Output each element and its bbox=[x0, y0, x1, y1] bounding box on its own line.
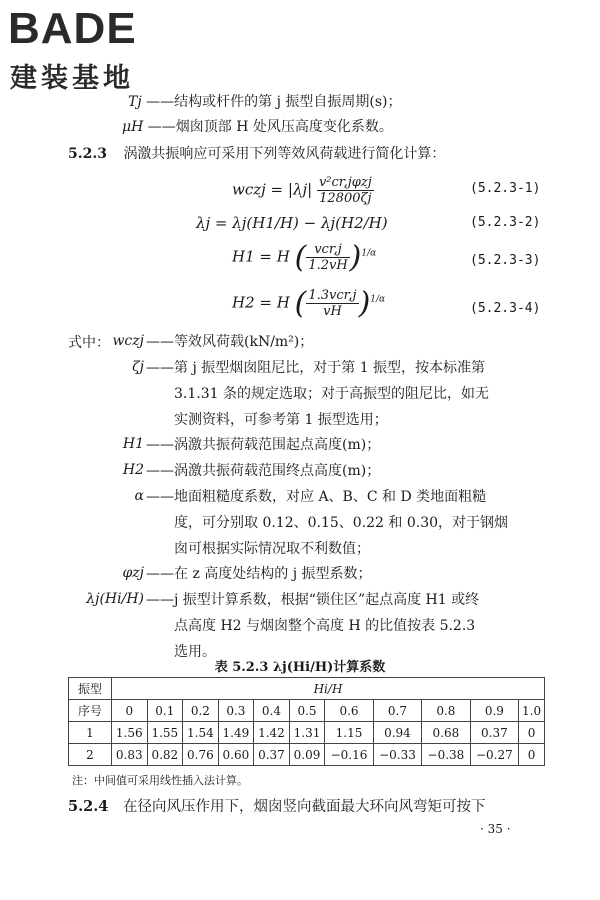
table-row bbox=[69, 722, 545, 744]
row-mode: 2 bbox=[69, 744, 112, 766]
def-line: ——涡激共振荷载范围起点高度(m)； bbox=[146, 437, 381, 453]
col-header: 0.2 bbox=[183, 700, 219, 722]
def-line: ——涡激共振荷载范围终点高度(m)； bbox=[146, 463, 381, 479]
table-row bbox=[69, 744, 545, 766]
table-cell: 0.60 bbox=[218, 744, 254, 766]
table-cell: 1.15 bbox=[325, 722, 373, 744]
def-lambda-symbol: λj(Hi/H) bbox=[86, 591, 144, 607]
def-line: ——j 振型计算系数，根据“锁住区”起点高度 H1 或终 bbox=[146, 592, 480, 608]
coefficient-table bbox=[68, 677, 545, 766]
table-cell: 0.68 bbox=[422, 722, 470, 744]
section-5-2-3 bbox=[68, 144, 445, 164]
equation-3-fraction bbox=[306, 242, 349, 273]
col-header: 0.4 bbox=[254, 700, 290, 722]
logo bbox=[6, 4, 186, 94]
table-cell: −0.27 bbox=[470, 744, 518, 766]
header-hi-h: Hi/H bbox=[112, 678, 545, 700]
def-h2-text bbox=[146, 458, 380, 484]
table-subheader-row bbox=[69, 700, 545, 722]
def-line: ——等效风荷载(kN/m²)； bbox=[146, 334, 314, 350]
section-number: 5.2.4 bbox=[68, 798, 109, 815]
equation-1-numerator: v²cr,jφzj bbox=[318, 175, 372, 190]
equation-3: H1 = H ( $\frac{\text{vcr,j}}{1.2vH}$ )$^{1/\alpha}$ bbox=[232, 240, 377, 275]
table-cell: 1.42 bbox=[254, 722, 290, 744]
equation-1-lhs: wczj = |λj| bbox=[232, 180, 313, 199]
def-line: ——第 j 振型烟囱阻尼比，对于第 1 振型，按本标准第 bbox=[146, 360, 486, 376]
equation-3-lhs: H1 = H bbox=[232, 247, 290, 266]
def-muh-text: ——烟囱顶部 H 处风压高度变化系数。 bbox=[147, 119, 393, 135]
table-cell: 1.56 bbox=[112, 722, 148, 744]
def-h1-text bbox=[146, 432, 380, 458]
logo-subtitle: 建装基地 bbox=[10, 63, 134, 94]
section-number: 5.2.3 bbox=[68, 146, 107, 162]
def-line: ——在 z 高度处结构的 j 振型系数； bbox=[146, 566, 372, 582]
section-5-2-4 bbox=[68, 797, 485, 817]
equation-3-denominator: 1.2vH bbox=[308, 258, 348, 273]
table-cell: 1.55 bbox=[147, 722, 183, 744]
equation-4-number: (5.2.3-4) bbox=[470, 301, 541, 316]
table-header-row bbox=[69, 678, 545, 700]
equation-3-exponent: 1/α bbox=[361, 248, 377, 259]
table-cell: −0.16 bbox=[325, 744, 373, 766]
table-cell: 1.49 bbox=[218, 722, 254, 744]
col-header: 0 bbox=[112, 700, 148, 722]
def-h2-symbol: H2 bbox=[122, 462, 144, 478]
def-phi-text bbox=[146, 561, 372, 587]
equation-4-exponent: 1/α bbox=[370, 294, 386, 305]
def-line: 实测资料，可参考第 1 振型选用； bbox=[174, 412, 388, 428]
table-cell: 1.54 bbox=[183, 722, 219, 744]
equation-2-number: (5.2.3-2) bbox=[470, 215, 541, 230]
def-h1-symbol: H1 bbox=[122, 436, 144, 452]
table-cell: 0 bbox=[519, 744, 545, 766]
equation-1-number: (5.2.3-1) bbox=[470, 181, 541, 196]
table-cell: 0 bbox=[519, 722, 545, 744]
def-lambda-text bbox=[146, 587, 479, 665]
table-cell: −0.33 bbox=[373, 744, 421, 766]
equation-3-number: (5.2.3-3) bbox=[470, 253, 541, 268]
def-line: 点高度 H2 与烟囱整个高度 H 的比值按表 5.2.3 bbox=[174, 618, 476, 634]
equation-1-denominator: 12800ζj bbox=[319, 191, 372, 206]
col-header: 0.3 bbox=[218, 700, 254, 722]
equation-4-lhs: H2 = H bbox=[232, 293, 290, 312]
table-cell: 0.76 bbox=[183, 744, 219, 766]
equation-4-numerator: 1.3vcr,j bbox=[308, 288, 357, 303]
equation-3-numerator: vcr,j bbox=[306, 242, 349, 258]
equation-2: λj = λj(H1/H) − λj(H2/H) bbox=[196, 214, 388, 232]
where-label: 式中： bbox=[68, 335, 110, 351]
table-cell: 0.37 bbox=[254, 744, 290, 766]
def-tj-symbol: Tj bbox=[128, 94, 142, 110]
table-cell: 0.09 bbox=[289, 744, 325, 766]
table-cell: 1.31 bbox=[289, 722, 325, 744]
def-line: 选用。 bbox=[174, 644, 216, 660]
header-index: 序号 bbox=[69, 700, 112, 722]
table-cell: 0.37 bbox=[470, 722, 518, 744]
def-tj bbox=[128, 92, 402, 112]
col-header: 0.5 bbox=[289, 700, 325, 722]
col-header: 0.1 bbox=[147, 700, 183, 722]
def-tj-text: ——结构或杆件的第 j 振型自振周期(s)； bbox=[146, 94, 402, 110]
table-cell: −0.38 bbox=[422, 744, 470, 766]
table-note: 注：中间值可采用线性插入法计算。 bbox=[72, 774, 248, 787]
def-wczj-symbol: wczj bbox=[112, 333, 144, 349]
col-header: 0.7 bbox=[373, 700, 421, 722]
def-muh-symbol: μH bbox=[122, 119, 144, 135]
table-cell: 0.94 bbox=[373, 722, 421, 744]
header-mode: 振型 bbox=[69, 678, 112, 700]
row-mode: 1 bbox=[69, 722, 112, 744]
table-cell: 0.83 bbox=[112, 744, 148, 766]
equation-1 bbox=[232, 175, 374, 206]
col-header: 0.8 bbox=[422, 700, 470, 722]
table-caption: 表 5.2.3 λj(Hi/H)计算系数 bbox=[214, 660, 386, 675]
def-zeta-text bbox=[146, 355, 489, 433]
table-cell: 0.82 bbox=[147, 744, 183, 766]
def-line: 囱可根据实际情况取不利数值； bbox=[174, 541, 370, 557]
def-zeta-symbol: ζj bbox=[132, 359, 144, 375]
section-text: 在径向风压作用下，烟囱竖向截面最大环向风弯矩可按下 bbox=[122, 799, 486, 815]
def-alpha-symbol: α bbox=[134, 488, 144, 504]
equation-4: H2 = H ( $\frac{\text{1.3vcr,j}}{vH}$ )$^{1/\alpha}$ bbox=[232, 286, 386, 321]
col-header: 0.6 bbox=[325, 700, 373, 722]
def-line: ——地面粗糙度系数，对应 A、B、C 和 D 类地面粗糙 bbox=[146, 489, 487, 505]
equation-4-denominator: vH bbox=[323, 304, 342, 319]
section-text: 涡激共振响应可采用下列等效风荷载进行简化计算： bbox=[123, 146, 446, 162]
def-wczj-text bbox=[146, 329, 313, 355]
logo-brand: BADE bbox=[8, 4, 137, 53]
equation-1-fraction bbox=[317, 175, 374, 206]
def-line: 3.1.31 条的规定选取；对于高振型的阻尼比，如无 bbox=[174, 386, 489, 402]
def-line: 度，可分别取 0.12、0.15、0.22 和 0.30，对于钢烟 bbox=[174, 515, 509, 531]
col-header: 1.0 bbox=[519, 700, 545, 722]
def-alpha-text bbox=[146, 484, 508, 562]
col-header: 0.9 bbox=[470, 700, 518, 722]
def-muh bbox=[122, 117, 393, 137]
page-number: · 35 · bbox=[480, 822, 511, 836]
def-phi-symbol: φzj bbox=[122, 565, 144, 581]
equation-4-fraction bbox=[306, 288, 358, 319]
